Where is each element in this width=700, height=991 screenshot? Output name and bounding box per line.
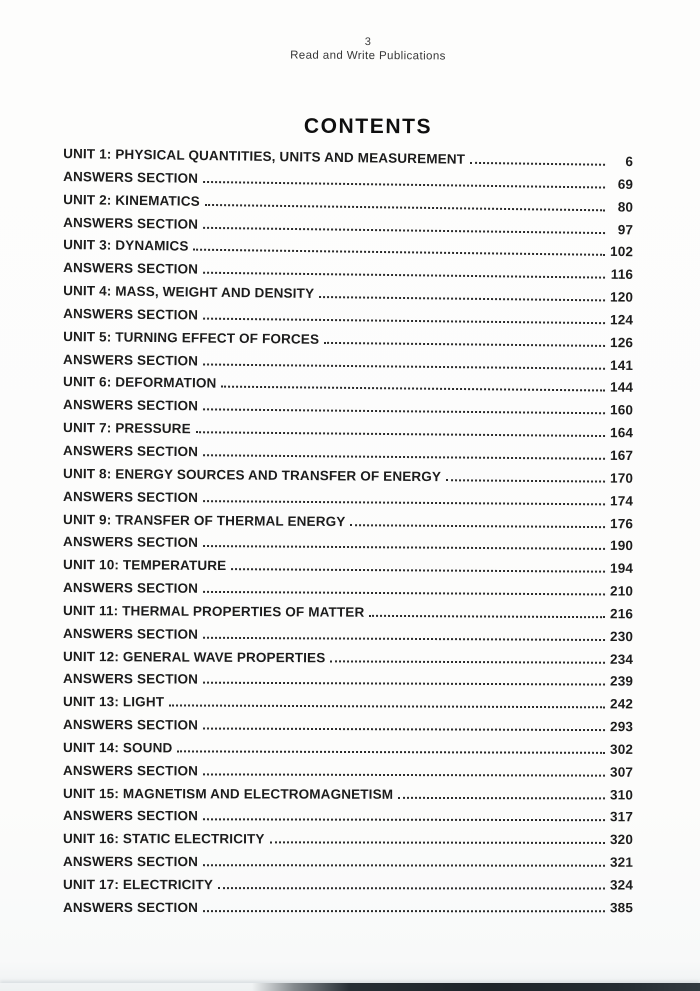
toc-entry-page: 141	[610, 357, 634, 373]
dot-leader	[205, 193, 605, 211]
toc-entry-page: 102	[610, 244, 634, 260]
toc-entry	[63, 735, 633, 760]
toc-entry-label: UNIT 14: SOUND	[63, 739, 173, 756]
toc-entry	[63, 895, 633, 918]
toc-entry-page: 6	[625, 154, 634, 170]
toc-entry-page: 239	[610, 673, 634, 690]
dot-leader	[203, 899, 605, 912]
toc-entry-label: ANSWERS SECTION	[63, 214, 199, 232]
dot-leader	[470, 151, 605, 166]
toc-entry-page: 124	[610, 312, 634, 328]
toc-entry	[63, 826, 633, 850]
dot-leader	[369, 604, 605, 618]
toc-entry-page: 234	[610, 651, 634, 667]
dot-leader	[203, 489, 605, 505]
toc-entry-page: 97	[617, 221, 634, 237]
toc-entry-label: ANSWERS SECTION	[63, 534, 199, 551]
dot-leader	[319, 285, 605, 301]
toc-entry-page: 302	[610, 741, 634, 757]
toc-entry-label: UNIT 11: THERMAL PROPERTIES OF MATTER	[63, 602, 365, 620]
toc-entry	[63, 598, 633, 624]
dot-leader	[203, 808, 605, 822]
dot-leader	[203, 534, 605, 550]
toc-entry-page: 194	[610, 560, 634, 577]
dot-leader	[218, 876, 605, 889]
toc-entry-label: ANSWERS SECTION	[63, 397, 199, 414]
dot-leader	[203, 625, 605, 640]
dot-leader	[203, 762, 605, 776]
toc-entry-page: 317	[610, 809, 634, 825]
dot-leader	[398, 785, 605, 799]
toc-entry	[63, 872, 633, 895]
toc-entry-page: 69	[617, 176, 634, 192]
toc-entry-page: 160	[610, 402, 634, 418]
toc-entry-label: UNIT 8: ENERGY SOURCES AND TRANSFER OF ENERGY	[63, 465, 442, 485]
toc-entry-label: UNIT 2: KINEMATICS	[63, 191, 200, 209]
toc-entry-page: 190	[610, 538, 634, 554]
page-header	[36, 34, 700, 64]
toc-entry-page: 210	[610, 583, 634, 599]
toc-entry-label: UNIT 15: MAGNETISM AND ELECTROMAGNETISM	[63, 785, 394, 802]
dot-leader	[196, 420, 605, 437]
toc-entry-label: ANSWERS SECTION	[63, 762, 199, 779]
dot-leader	[203, 215, 605, 233]
dot-leader	[446, 468, 605, 482]
publisher-name: Read and Write Publications	[290, 49, 446, 63]
toc-entry-label: ANSWERS SECTION	[63, 808, 199, 824]
toc-entry	[63, 849, 633, 873]
page-number: 3	[364, 35, 372, 49]
toc-entry-page: 324	[610, 877, 634, 893]
toc-entry-page: 174	[610, 493, 634, 509]
toc-entry-label: UNIT 1: PHYSICAL QUANTITIES, UNITS AND MEASUREMENT	[63, 146, 466, 167]
toc-entry-page: 116	[610, 266, 634, 283]
dot-leader	[203, 717, 605, 732]
toc-entry	[63, 758, 633, 783]
dot-leader	[330, 649, 605, 663]
dot-leader	[203, 671, 605, 686]
toc-entry-label: UNIT 10: TEMPERATURE	[63, 557, 227, 574]
toc-entry-page: 230	[610, 628, 634, 644]
toc-entry-label: ANSWERS SECTION	[63, 260, 199, 277]
scan-edge-artifact	[0, 983, 700, 991]
toc-entry-page: 120	[610, 289, 634, 305]
toc-entry	[63, 712, 633, 737]
dot-leader	[203, 307, 605, 325]
toc-entry	[63, 803, 633, 827]
dot-leader	[193, 238, 605, 256]
dot-leader	[203, 853, 605, 867]
toc-entry-label: UNIT 9: TRANSFER OF THERMAL ENERGY	[63, 511, 346, 529]
toc-entry-label: ANSWERS SECTION	[63, 671, 199, 688]
dot-leader	[324, 331, 605, 347]
toc-entry-page: 293	[610, 719, 634, 735]
toc-entry-page: 126	[610, 334, 634, 350]
toc-entry-label: ANSWERS SECTION	[63, 625, 199, 642]
toc-entry-label: UNIT 5: TURNING EFFECT OF FORCES	[63, 328, 320, 347]
toc-entry-label: UNIT 6: DEFORMATION	[63, 374, 217, 391]
toc-entry-page: 242	[610, 696, 634, 712]
dot-leader	[203, 170, 605, 189]
toc-entry-page: 170	[610, 470, 634, 486]
toc-entry-page: 385	[610, 900, 634, 916]
dot-leader	[350, 513, 605, 528]
toc-entry-label: UNIT 4: MASS, WEIGHT AND DENSITY	[63, 283, 315, 302]
toc-entry-page: 216	[610, 606, 634, 622]
toc-entry-label: ANSWERS SECTION	[63, 351, 199, 369]
toc-entry-page: 164	[610, 425, 634, 441]
toc-entry-label: UNIT 3: DYNAMICS	[63, 237, 189, 254]
toc-entry-page: 321	[610, 854, 634, 870]
toc-entry-page: 80	[617, 199, 634, 215]
dot-leader	[203, 580, 605, 596]
toc-entry	[63, 666, 633, 692]
dot-leader	[270, 831, 605, 845]
page-title: CONTENTS	[303, 114, 433, 139]
toc-entry-label: ANSWERS SECTION	[63, 488, 199, 505]
toc-entry-label: UNIT 16: STATIC ELECTRICITY	[63, 831, 265, 847]
toc-entry-page: 167	[610, 447, 634, 464]
toc-entry-label: ANSWERS SECTION	[63, 442, 199, 460]
toc-entry-label: ANSWERS SECTION	[63, 899, 199, 915]
toc-entry-page: 310	[610, 787, 634, 803]
toc-entry-label: ANSWERS SECTION	[63, 854, 199, 870]
toc-list	[63, 141, 633, 918]
dot-leader	[203, 398, 605, 415]
toc-entry-label: ANSWERS SECTION	[63, 717, 199, 733]
toc-entry-page: 320	[610, 832, 634, 848]
dot-leader	[221, 375, 605, 392]
toc-entry-label: ANSWERS SECTION	[63, 580, 199, 596]
dot-leader	[231, 557, 605, 573]
toc-entry-label: UNIT 12: GENERAL WAVE PROPERTIES	[63, 648, 326, 665]
toc-entry	[63, 781, 633, 805]
dot-leader	[203, 261, 605, 279]
toc-entry-label: ANSWERS SECTION	[63, 305, 199, 323]
toc-entry-label: UNIT 13: LIGHT	[63, 694, 165, 710]
toc-entry	[63, 621, 633, 647]
toc-entry-page: 176	[610, 515, 634, 531]
toc-entry-label: UNIT 7: PRESSURE	[63, 420, 191, 437]
toc-entry-page: 307	[610, 764, 634, 780]
dot-leader	[177, 739, 605, 753]
toc-entry	[63, 689, 633, 714]
toc-entry-page: 144	[610, 379, 634, 396]
dot-leader	[169, 694, 605, 709]
dot-leader	[203, 443, 605, 460]
dot-leader	[203, 352, 605, 369]
toc-entry-label: ANSWERS SECTION	[63, 168, 199, 186]
toc-entry-label: UNIT 17: ELECTRICITY	[63, 877, 214, 893]
